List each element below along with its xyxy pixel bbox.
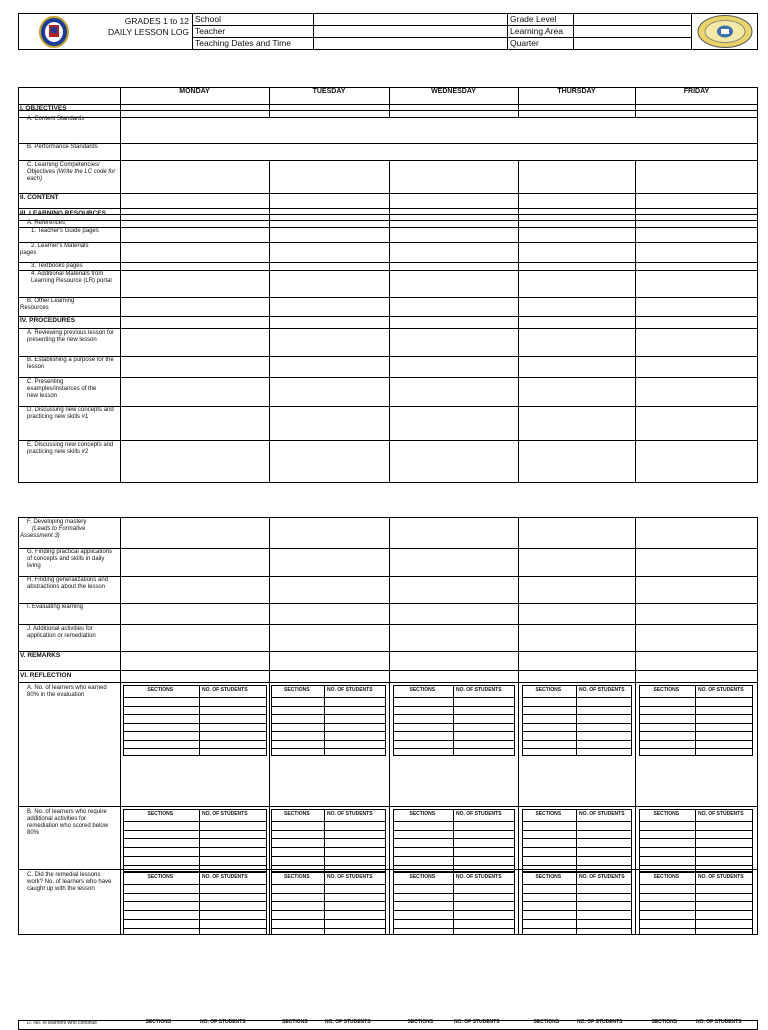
student-count-cell[interactable] bbox=[199, 919, 268, 928]
section-cell[interactable] bbox=[523, 893, 576, 902]
student-count-cell[interactable] bbox=[453, 714, 516, 723]
section-cell[interactable] bbox=[124, 748, 199, 757]
student-count-cell[interactable] bbox=[695, 706, 754, 715]
sections-header: SECTIONS bbox=[651, 1019, 678, 1025]
student-count-cell[interactable] bbox=[199, 740, 268, 749]
student-count-cell[interactable] bbox=[576, 714, 633, 723]
section-cell[interactable] bbox=[394, 856, 453, 865]
section-cell[interactable] bbox=[523, 856, 576, 865]
row-additional-activities: J. Additional activities for application or remediation bbox=[27, 626, 96, 639]
section-cell[interactable] bbox=[272, 847, 324, 856]
students-header: NO. OF STUDENTS bbox=[698, 874, 744, 880]
section-cell[interactable] bbox=[124, 856, 199, 865]
row-learners-materials: 2. Learner's Materials pages bbox=[20, 243, 89, 256]
student-count-cell[interactable] bbox=[695, 821, 754, 830]
section-cell[interactable] bbox=[640, 856, 695, 865]
student-count-cell[interactable] bbox=[695, 697, 754, 706]
student-count-cell[interactable] bbox=[324, 847, 387, 856]
student-count-cell[interactable] bbox=[324, 928, 387, 937]
sections-header: SECTIONS bbox=[653, 811, 680, 817]
learning-area-field[interactable] bbox=[574, 26, 690, 37]
section-cell[interactable] bbox=[124, 731, 199, 740]
row-objectives: I. OBJECTIVES bbox=[20, 105, 67, 112]
row-content: II. CONTENT bbox=[20, 194, 59, 201]
section-cell[interactable] bbox=[124, 928, 199, 937]
student-count-cell[interactable] bbox=[576, 723, 633, 732]
student-count-cell[interactable] bbox=[324, 910, 387, 919]
row-performance-standards: B. Performance Standards bbox=[27, 144, 98, 150]
section-cell[interactable] bbox=[124, 740, 199, 749]
student-count-cell[interactable] bbox=[199, 830, 268, 839]
sections-header: SECTIONS bbox=[284, 811, 310, 817]
student-count-cell[interactable] bbox=[576, 901, 633, 910]
row-presenting-examples: C. Presenting examples/instances of the new lesson bbox=[27, 379, 97, 399]
student-count-cell[interactable] bbox=[695, 838, 754, 847]
student-count-cell[interactable] bbox=[324, 723, 387, 732]
teaching-dates-field[interactable] bbox=[314, 38, 507, 49]
student-count-cell[interactable] bbox=[453, 740, 516, 749]
section-count-table-wednesday bbox=[393, 809, 515, 872]
sections-header: SECTIONS bbox=[653, 687, 680, 693]
section-cell[interactable] bbox=[124, 901, 199, 910]
row-learners-80-percent: A. No. of learners who earned 80% in the evaluation bbox=[27, 685, 107, 698]
student-count-cell[interactable] bbox=[695, 893, 754, 902]
student-count-cell[interactable] bbox=[576, 830, 633, 839]
student-count-cell[interactable] bbox=[453, 847, 516, 856]
section-count-table-monday bbox=[123, 685, 267, 756]
section-cell[interactable] bbox=[523, 740, 576, 749]
student-count-cell[interactable] bbox=[695, 928, 754, 937]
section-cell[interactable] bbox=[394, 740, 453, 749]
section-cell[interactable] bbox=[124, 884, 199, 893]
student-count-cell[interactable] bbox=[695, 901, 754, 910]
students-header: NO. OF STUDENTS bbox=[698, 811, 744, 817]
student-count-cell[interactable] bbox=[199, 884, 268, 893]
student-count-cell[interactable] bbox=[576, 821, 633, 830]
teacher-field[interactable] bbox=[314, 26, 507, 37]
section-count-table-wednesday bbox=[393, 685, 515, 756]
student-count-cell[interactable] bbox=[199, 910, 268, 919]
student-count-cell[interactable] bbox=[453, 706, 516, 715]
section-cell[interactable] bbox=[640, 740, 695, 749]
sections-header: SECTIONS bbox=[533, 1019, 560, 1025]
section-cell[interactable] bbox=[523, 697, 576, 706]
student-count-cell[interactable] bbox=[453, 723, 516, 732]
section-cell[interactable] bbox=[394, 884, 453, 893]
section-cell[interactable] bbox=[272, 697, 324, 706]
row-generalizations: H. Finding generalizations and abstractions about the lesson bbox=[27, 577, 109, 590]
student-count-cell[interactable] bbox=[695, 847, 754, 856]
row-teachers-guide: 1. Teacher's Guide pages bbox=[31, 228, 99, 234]
row-discussing-1: D. Discussing new concepts and practicing new skills #1 bbox=[27, 407, 114, 420]
student-count-cell[interactable] bbox=[324, 830, 387, 839]
sections-header: SECTIONS bbox=[409, 811, 436, 817]
student-count-cell[interactable] bbox=[695, 731, 754, 740]
row-content-standards: A. Content Standards bbox=[27, 116, 85, 122]
section-cell[interactable] bbox=[523, 847, 576, 856]
school-field[interactable] bbox=[314, 14, 507, 25]
section-count-table-wednesday bbox=[393, 872, 515, 935]
sections-header: SECTIONS bbox=[284, 874, 310, 880]
row-practical-applications: G. Finding practical applications of concepts and skills in daily living bbox=[27, 549, 113, 569]
learning-area-label: Learning Area bbox=[510, 26, 563, 36]
student-count-cell[interactable] bbox=[199, 838, 268, 847]
students-header: NO. OF STUDENTS bbox=[577, 1019, 623, 1025]
student-count-cell[interactable] bbox=[576, 731, 633, 740]
row-learners-remediation: B. No. of learners who require additional activities for remediation who scored below 80% bbox=[27, 809, 109, 836]
section-cell[interactable] bbox=[523, 901, 576, 910]
students-header: NO. OF STUDENTS bbox=[454, 1019, 500, 1025]
sections-header: SECTIONS bbox=[535, 687, 562, 693]
section-count-table-friday bbox=[639, 872, 753, 935]
quarter-field[interactable] bbox=[574, 38, 690, 49]
student-count-cell[interactable] bbox=[324, 740, 387, 749]
student-count-cell[interactable] bbox=[695, 856, 754, 865]
students-header: NO. OF STUDENTS bbox=[327, 687, 373, 693]
student-count-cell[interactable] bbox=[199, 856, 268, 865]
students-header: NO. OF STUDENTS bbox=[327, 874, 373, 880]
student-count-cell[interactable] bbox=[324, 884, 387, 893]
student-count-cell[interactable] bbox=[199, 893, 268, 902]
grade-level-field[interactable] bbox=[574, 14, 690, 25]
section-cell[interactable] bbox=[523, 731, 576, 740]
student-count-cell[interactable] bbox=[695, 830, 754, 839]
section-count-table-tuesday bbox=[271, 685, 386, 756]
students-header: NO. OF STUDENTS bbox=[456, 811, 502, 817]
section-cell[interactable] bbox=[124, 830, 199, 839]
lesson-log-table-page3 bbox=[18, 1020, 758, 1030]
section-cell[interactable] bbox=[124, 838, 199, 847]
row-developing-mastery: F. Developing mastery (Leads to Formative Assessment 3) bbox=[20, 519, 87, 539]
student-count-cell[interactable] bbox=[576, 919, 633, 928]
students-header: NO. OF STUDENTS bbox=[456, 687, 502, 693]
student-count-cell[interactable] bbox=[695, 748, 754, 757]
section-count-table-tuesday bbox=[271, 872, 386, 935]
day-header-thursday: THURSDAY bbox=[557, 88, 596, 95]
students-header: NO. OF STUDENTS bbox=[200, 1019, 246, 1025]
student-count-cell[interactable] bbox=[199, 901, 268, 910]
student-count-cell[interactable] bbox=[695, 714, 754, 723]
student-count-cell[interactable] bbox=[576, 928, 633, 937]
students-header: NO. OF STUDENTS bbox=[698, 687, 744, 693]
grade-level-label: Grade Level bbox=[510, 14, 557, 24]
section-cell[interactable] bbox=[124, 821, 199, 830]
sections-header: SECTIONS bbox=[409, 874, 436, 880]
section-cell[interactable] bbox=[124, 893, 199, 902]
sections-header: SECTIONS bbox=[145, 1019, 172, 1025]
section-cell[interactable] bbox=[124, 847, 199, 856]
section-cell[interactable] bbox=[272, 706, 324, 715]
section-cell[interactable] bbox=[272, 838, 324, 847]
students-header: NO. OF STUDENTS bbox=[579, 874, 625, 880]
section-cell[interactable] bbox=[394, 830, 453, 839]
section-cell[interactable] bbox=[394, 910, 453, 919]
section-cell[interactable] bbox=[394, 847, 453, 856]
teaching-dates-label: Teaching Dates and Time bbox=[195, 38, 291, 48]
student-count-cell[interactable] bbox=[453, 884, 516, 893]
section-cell[interactable] bbox=[394, 901, 453, 910]
student-count-cell[interactable] bbox=[199, 847, 268, 856]
section-cell[interactable] bbox=[124, 919, 199, 928]
section-cell[interactable] bbox=[272, 901, 324, 910]
section-count-table-friday bbox=[639, 685, 753, 756]
row-establishing-purpose: B. Establishing a purpose for the lesson bbox=[27, 357, 114, 370]
students-header: NO. OF STUDENTS bbox=[202, 687, 248, 693]
row-remedial-lessons: C. Did the remedial lessons work? No. of learners who have caught up with the lesson bbox=[27, 872, 112, 892]
section-cell[interactable] bbox=[394, 821, 453, 830]
section-cell[interactable] bbox=[523, 884, 576, 893]
school-label: School bbox=[195, 14, 221, 24]
students-header: NO. OF STUDENTS bbox=[579, 687, 625, 693]
student-count-cell[interactable] bbox=[695, 919, 754, 928]
student-count-cell[interactable] bbox=[324, 748, 387, 757]
section-cell[interactable] bbox=[272, 748, 324, 757]
student-count-cell[interactable] bbox=[199, 821, 268, 830]
student-count-cell[interactable] bbox=[324, 821, 387, 830]
student-count-cell[interactable] bbox=[199, 723, 268, 732]
section-count-table-friday bbox=[639, 809, 753, 872]
section-cell[interactable] bbox=[394, 928, 453, 937]
student-count-cell[interactable] bbox=[324, 714, 387, 723]
section-cell[interactable] bbox=[272, 910, 324, 919]
sections-header: SECTIONS bbox=[653, 874, 680, 880]
student-count-cell[interactable] bbox=[576, 910, 633, 919]
row-other-resources: B. Other Learning Resources bbox=[20, 298, 75, 311]
day-header-wednesday: WEDNESDAY bbox=[431, 88, 476, 95]
section-cell[interactable] bbox=[640, 714, 695, 723]
students-header: NO. OF STUDENTS bbox=[325, 1019, 371, 1025]
section-cell[interactable] bbox=[272, 893, 324, 902]
row-reflection: VI. REFLECTION bbox=[20, 672, 72, 679]
section-cell[interactable] bbox=[640, 706, 695, 715]
section-cell[interactable] bbox=[272, 723, 324, 732]
row-remarks: V. REMARKS bbox=[20, 652, 61, 659]
students-header: NO. OF STUDENTS bbox=[202, 874, 248, 880]
section-cell[interactable] bbox=[272, 821, 324, 830]
students-header: NO. OF STUDENTS bbox=[456, 874, 502, 880]
row-evaluating-learning: I. Evaluating learning bbox=[27, 604, 84, 610]
section-cell[interactable] bbox=[394, 748, 453, 757]
student-count-cell[interactable] bbox=[199, 748, 268, 757]
student-count-cell[interactable] bbox=[324, 893, 387, 902]
section-cell[interactable] bbox=[640, 884, 695, 893]
form-title-line1: GRADES 1 to 12 bbox=[124, 16, 189, 26]
student-count-cell[interactable] bbox=[576, 748, 633, 757]
section-count-table-thursday bbox=[522, 809, 632, 872]
quarter-label: Quarter bbox=[510, 38, 539, 48]
student-count-cell[interactable] bbox=[199, 697, 268, 706]
section-cell[interactable] bbox=[640, 830, 695, 839]
student-count-cell[interactable] bbox=[199, 706, 268, 715]
section-cell[interactable] bbox=[523, 821, 576, 830]
row-textbooks: 3. Textbooks pages bbox=[31, 263, 83, 269]
day-header-friday: FRIDAY bbox=[683, 88, 710, 95]
day-header-monday: MONDAY bbox=[179, 88, 210, 95]
section-cell[interactable] bbox=[272, 928, 324, 937]
section-cell[interactable] bbox=[523, 706, 576, 715]
student-count-cell[interactable] bbox=[199, 714, 268, 723]
section-cell[interactable] bbox=[394, 893, 453, 902]
section-cell[interactable] bbox=[523, 748, 576, 757]
student-count-cell[interactable] bbox=[576, 847, 633, 856]
section-cell[interactable] bbox=[124, 723, 199, 732]
section-cell[interactable] bbox=[272, 856, 324, 865]
section-cell[interactable] bbox=[394, 838, 453, 847]
section-cell[interactable] bbox=[394, 919, 453, 928]
student-count-cell[interactable] bbox=[576, 706, 633, 715]
section-cell[interactable] bbox=[640, 697, 695, 706]
section-cell[interactable] bbox=[640, 838, 695, 847]
sections-header: SECTIONS bbox=[535, 811, 562, 817]
section-cell[interactable] bbox=[272, 830, 324, 839]
student-count-cell[interactable] bbox=[453, 748, 516, 757]
section-cell[interactable] bbox=[523, 928, 576, 937]
section-cell[interactable] bbox=[640, 893, 695, 902]
section-count-table-monday bbox=[123, 872, 267, 935]
student-count-cell[interactable] bbox=[453, 919, 516, 928]
section-cell[interactable] bbox=[640, 731, 695, 740]
sections-header: SECTIONS bbox=[407, 1019, 434, 1025]
student-count-cell[interactable] bbox=[199, 731, 268, 740]
section-cell[interactable] bbox=[272, 714, 324, 723]
student-count-cell[interactable] bbox=[453, 697, 516, 706]
students-header: NO. OF STUDENTS bbox=[327, 811, 373, 817]
student-count-cell[interactable] bbox=[576, 856, 633, 865]
student-count-cell[interactable] bbox=[453, 910, 516, 919]
student-count-cell[interactable] bbox=[453, 821, 516, 830]
section-cell[interactable] bbox=[272, 919, 324, 928]
student-count-cell[interactable] bbox=[576, 697, 633, 706]
section-cell[interactable] bbox=[523, 838, 576, 847]
section-cell[interactable] bbox=[124, 714, 199, 723]
sections-header: SECTIONS bbox=[409, 687, 436, 693]
row-reviewing-previous: A. Reviewing previous lesson for presenting the new lesson bbox=[27, 330, 115, 343]
section-cell[interactable] bbox=[640, 919, 695, 928]
student-count-cell[interactable] bbox=[324, 731, 387, 740]
student-count-cell[interactable] bbox=[576, 838, 633, 847]
section-cell[interactable] bbox=[523, 830, 576, 839]
sections-header: SECTIONS bbox=[284, 687, 310, 693]
section-cell[interactable] bbox=[394, 697, 453, 706]
student-count-cell[interactable] bbox=[199, 928, 268, 937]
student-count-cell[interactable] bbox=[695, 884, 754, 893]
students-header: NO. OF STUDENTS bbox=[202, 811, 248, 817]
day-header-tuesday: TUESDAY bbox=[312, 88, 346, 95]
lesson-log-table-page1 bbox=[18, 87, 758, 483]
form-title-line2: DAILY LESSON LOG bbox=[108, 27, 189, 37]
deped-seal-icon bbox=[21, 15, 87, 49]
section-cell[interactable] bbox=[640, 910, 695, 919]
section-count-table-tuesday bbox=[271, 809, 386, 872]
student-count-cell[interactable] bbox=[453, 928, 516, 937]
section-count-table-monday bbox=[123, 809, 267, 872]
section-cell[interactable] bbox=[523, 714, 576, 723]
students-header: NO. OF STUDENTS bbox=[696, 1019, 742, 1025]
student-count-cell[interactable] bbox=[453, 731, 516, 740]
section-cell[interactable] bbox=[124, 697, 199, 706]
student-count-cell[interactable] bbox=[453, 838, 516, 847]
student-count-cell[interactable] bbox=[695, 910, 754, 919]
student-count-cell[interactable] bbox=[453, 901, 516, 910]
section-cell[interactable] bbox=[124, 706, 199, 715]
deped-seal-icon bbox=[693, 14, 757, 49]
student-count-cell[interactable] bbox=[324, 919, 387, 928]
row-learning-competencies: C. Learning Competencies/ Objectives (Write the LC code for each) bbox=[27, 162, 116, 182]
section-cell[interactable] bbox=[640, 901, 695, 910]
section-cell[interactable] bbox=[272, 731, 324, 740]
student-count-cell[interactable] bbox=[576, 893, 633, 902]
teacher-label: Teacher bbox=[195, 26, 226, 36]
section-count-table-thursday bbox=[522, 872, 632, 935]
header-table bbox=[18, 13, 758, 50]
row-continue-remediation: D. No. of learners who continue bbox=[27, 1020, 98, 1026]
row-additional-materials: 4. Additional Materials from Learning Resource (LR) portal bbox=[31, 271, 112, 284]
section-cell[interactable] bbox=[124, 910, 199, 919]
student-count-cell[interactable] bbox=[453, 830, 516, 839]
student-count-cell[interactable] bbox=[453, 893, 516, 902]
row-procedures: IV. PROCEDURES bbox=[20, 317, 76, 324]
section-cell[interactable] bbox=[523, 910, 576, 919]
sections-header: SECTIONS bbox=[535, 874, 562, 880]
student-count-cell[interactable] bbox=[324, 838, 387, 847]
student-count-cell[interactable] bbox=[695, 740, 754, 749]
student-count-cell[interactable] bbox=[324, 856, 387, 865]
sections-header: SECTIONS bbox=[147, 811, 174, 817]
section-count-table-thursday bbox=[522, 685, 632, 756]
section-cell[interactable] bbox=[394, 714, 453, 723]
student-count-cell[interactable] bbox=[324, 706, 387, 715]
section-cell[interactable] bbox=[640, 928, 695, 937]
row-learning-resources: III. LEARNING RESOURCES bbox=[20, 210, 106, 217]
section-cell[interactable] bbox=[394, 731, 453, 740]
row-discussing-2: E. Discussing new concepts and practicing new skills #2 bbox=[27, 442, 114, 455]
student-count-cell[interactable] bbox=[576, 884, 633, 893]
students-header: NO. OF STUDENTS bbox=[579, 811, 625, 817]
student-count-cell[interactable] bbox=[324, 901, 387, 910]
student-count-cell[interactable] bbox=[695, 723, 754, 732]
section-cell[interactable] bbox=[394, 723, 453, 732]
section-cell[interactable] bbox=[640, 821, 695, 830]
section-cell[interactable] bbox=[523, 919, 576, 928]
section-cell[interactable] bbox=[394, 706, 453, 715]
row-references: A. References bbox=[27, 220, 66, 226]
section-cell[interactable] bbox=[523, 723, 576, 732]
section-cell[interactable] bbox=[272, 884, 324, 893]
student-count-cell[interactable] bbox=[576, 740, 633, 749]
sections-header: SECTIONS bbox=[147, 874, 174, 880]
section-cell[interactable] bbox=[640, 748, 695, 757]
section-cell[interactable] bbox=[640, 847, 695, 856]
student-count-cell[interactable] bbox=[453, 856, 516, 865]
sections-header: SECTIONS bbox=[147, 687, 174, 693]
section-cell[interactable] bbox=[640, 723, 695, 732]
sections-header: SECTIONS bbox=[282, 1019, 308, 1025]
section-cell[interactable] bbox=[272, 740, 324, 749]
student-count-cell[interactable] bbox=[324, 697, 387, 706]
